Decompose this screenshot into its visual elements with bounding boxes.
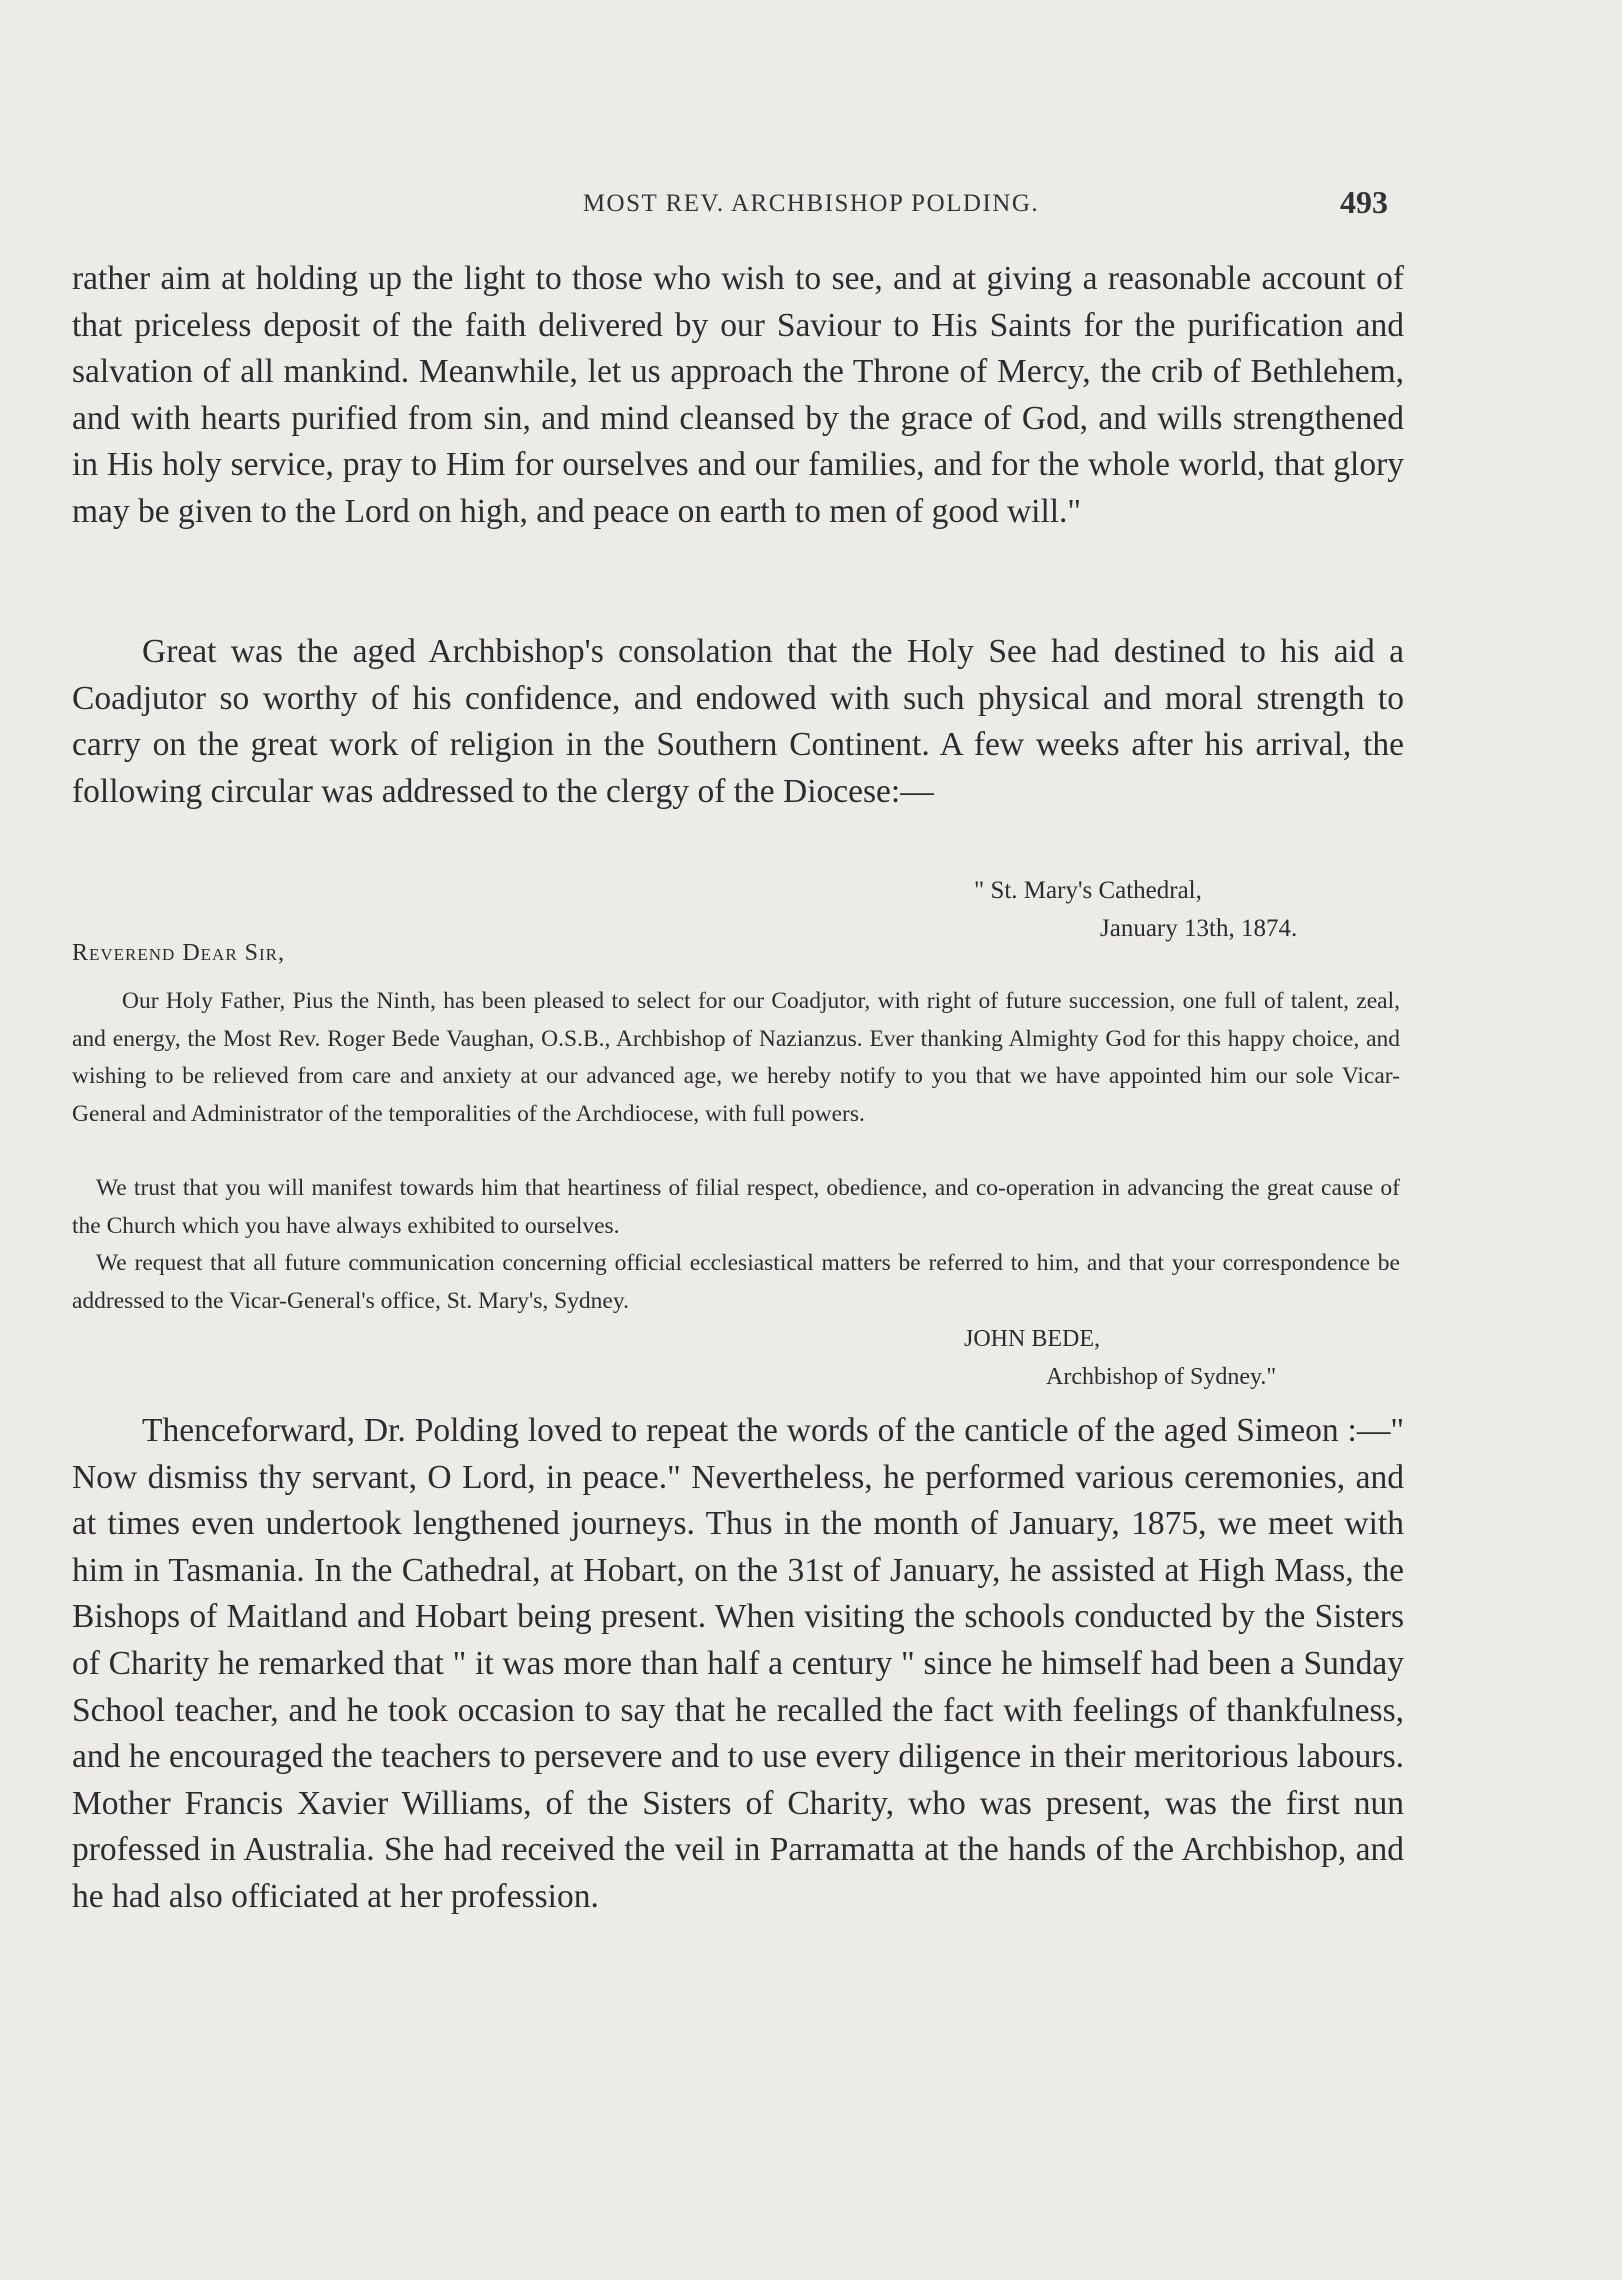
letter-paragraph-2 xyxy=(72,1170,1400,1245)
letter-signature xyxy=(964,1320,1276,1396)
letter-place: " St. Mary's Cathedral, xyxy=(974,877,1202,904)
letter-paragraph-1 xyxy=(72,983,1400,1133)
signature-name: JOHN BEDE, xyxy=(964,1326,1100,1352)
letter-paragraph-1-text: Our Holy Father, Pius the Ninth, has been pleased to select for our Coadjutor, with right of future succession, one full of talent, zeal, and energy, the Most Rev. Roger Bede Vaughan, O.S.B., Archbishop of Nazianzus. Ever thanking Almighty God for this happy choice, and wishing to be relieved from care and anxiety at our advanced age, we hereby notify to you that we have appointed him our sole Vicar-General and Administrator of the temporalities of the Archdiocese, with full powers. xyxy=(72,988,1400,1127)
letter-paragraph-3 xyxy=(72,1245,1400,1320)
signature-title: Archbishop of Sydney." xyxy=(1046,1364,1277,1390)
paragraph-2 xyxy=(72,629,1404,815)
paragraph-1: rather aim at holding up the light to those who wish to see, and at giving a reasonable account of that priceless deposit of the faith delivered by our Saviour to His Saints for the purification and salvation of all mankind. Meanwhile, let us approach the Throne of Mercy, the crib of Bethlehem, and with hearts purified from sin, and mind cleansed by the grace of God, and wills strengthened in His holy service, pray to Him for ourselves and our families, and for the whole world, that glory may be given to the Lord on high, and peace on earth to men of good will." xyxy=(72,260,1404,530)
running-title: MOST REV. ARCHBISHOP POLDING. xyxy=(582,190,1040,217)
paragraph-2-text: Great was the aged Archbishop's consolation that the Holy See had destined to his aid a Coadjutor so worthy of his confidence, and endowed with such physical and moral strength to carry on the great work of religion in the Southern Continent. A few weeks after his arrival, the following circular was addressed to the clergy of the Diocese:— xyxy=(72,633,1404,810)
letter-paragraph-2-text: We trust that you will manifest towards him that heartiness of filial respect, obedience, and co-operation in advancing the great cause of the Church which you have always exhibited to ourselves. xyxy=(72,1175,1400,1239)
letter-paragraph-3-text: We request that all future communication concerning official ecclesiastical matters be referred to him, and that your correspondence be addressed to the Vicar-General's office, St. Mary's, Sydney. xyxy=(72,1250,1400,1314)
letter-date: January 13th, 1874. xyxy=(1100,915,1298,942)
paragraph-3 xyxy=(72,1408,1404,1921)
page-number: 493 xyxy=(1340,184,1388,220)
letter-salutation: Reverend Dear Sir, xyxy=(72,940,286,966)
paragraph-3-text: Thenceforward, Dr. Polding loved to repeat the words of the canticle of the aged Simeon :—" Now dismiss thy servant, O Lord, in peace." Nevertheless, he performed various ceremonies, and at times even undertook lengthened journeys. Thus in the month of January, 1875, we meet with him in Tasmania. In the Cathedral, at Hobart, on the 31st of January, he assisted at High Mass, the Bishops of Maitland and Hobart being present. When visiting the schools conducted by the Sisters of Charity he remarked that " it was more than half a century " since he himself had been a Sunday School teacher, and he took occasion to say that he recalled the fact with feelings of thankfulness, and he encouraged the teachers to persevere and to use every diligence in their meritorious labours. Mother Francis Xavier Williams, of the Sisters of Charity, who was present, was the first nun professed in Australia. She had received the veil in Parramatta at the hands of the Archbishop, and he had also officiated at her profession. xyxy=(72,1412,1404,1915)
letter-dateline xyxy=(974,872,1297,948)
